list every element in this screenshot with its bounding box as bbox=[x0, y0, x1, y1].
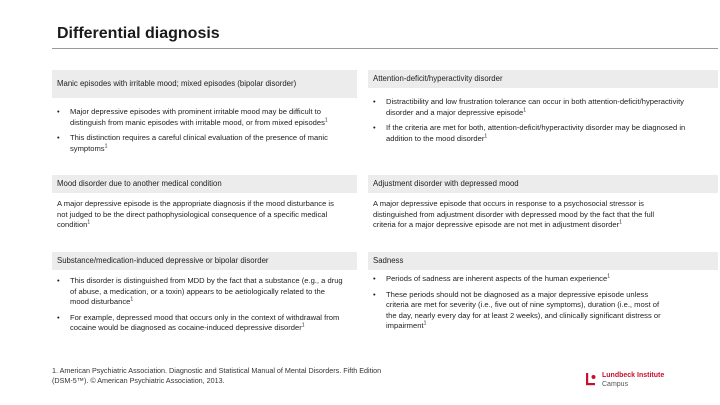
section-body-substance bbox=[52, 276, 357, 334]
list-item: • These periods should not be diagnosed as a major depressive episode unless criteria are met for severity (i.e., five out of nine symptoms), duration (i.e., most of the day, nearly every day for at least 2 weeks), and clinically significant distress or impairment$^1$ bbox=[368, 290, 668, 332]
section-body-sadness bbox=[368, 274, 668, 332]
list-item: • Major depressive episodes with prominent irritable mood may be difficult to distinguish from manic episodes with irritable mood, or from mixed episodes$^1$ bbox=[52, 107, 340, 128]
list-item: • This distinction requires a careful clinical evaluation of the presence of manic symptoms$^1$ bbox=[52, 133, 350, 154]
section-heading-manic: Manic episodes with irritable mood; mixed episodes (bipolar disorder) bbox=[52, 70, 357, 98]
section-heading-adhd: Attention-deficit/hyperactivity disorder bbox=[368, 70, 718, 88]
logo-subtitle: Campus bbox=[602, 381, 629, 388]
lundbeck-logo-icon bbox=[585, 372, 598, 388]
footnote: 1. American Psychiatric Association. Diagnostic and Statistical Manual of Mental Disorders. Fifth Edition (DSM-5™). © American Psychiatric Association, 2013. bbox=[52, 366, 382, 385]
list-item: • For example, depressed mood that occurs only in the context of withdrawal from cocaine would be diagnosed as cocaine-induced depressive disorder$^1$ bbox=[52, 313, 345, 334]
list-item: • If the criteria are met for both, attention-deficit/hyperactivity disorder may be diagnosed in addition to the mood disorder$^1$ bbox=[368, 123, 708, 144]
section-heading-medical: Mood disorder due to another medical condition bbox=[52, 175, 357, 193]
section-body-adhd bbox=[368, 97, 708, 144]
section-body-medical: A major depressive episode is the appropriate diagnosis if the mood disturbance is not judged to be the direct pathophysiological consequence of a specific medical condition$^1$ bbox=[57, 199, 334, 230]
section-heading-sadness: Sadness bbox=[368, 252, 718, 270]
section-body-adjustment: A major depressive episode that occurs in response to a psychosocial stressor is distinguished from adjustment disorder with depressed mood by the fact that the full criteria for a major depressive episode are not met in adjustment disorder$^1$ bbox=[373, 199, 655, 230]
section-body-manic bbox=[52, 107, 357, 154]
list-item: • Distractibility and low frustration tolerance can occur in both attention-deficit/hyperactivity disorder and a major depressive episode$^1$ bbox=[368, 97, 708, 118]
section-heading-adjustment: Adjustment disorder with depressed mood bbox=[368, 175, 718, 193]
title-divider bbox=[52, 48, 718, 49]
section-heading-substance: Substance/medication-induced depressive or bipolar disorder bbox=[52, 252, 357, 270]
list-item: • This disorder is distinguished from MDD by the fact that a substance (e.g., a drug of abuse, a medication, or a toxin) appears to be aetiologically related to the mood disturbance$^1$ bbox=[52, 276, 345, 308]
logo-name: Lundbeck Institute bbox=[602, 372, 665, 379]
list-item: • Periods of sadness are inherent aspects of the human experience$^1$ bbox=[368, 274, 668, 285]
page-title: Differential diagnosis bbox=[57, 25, 220, 42]
